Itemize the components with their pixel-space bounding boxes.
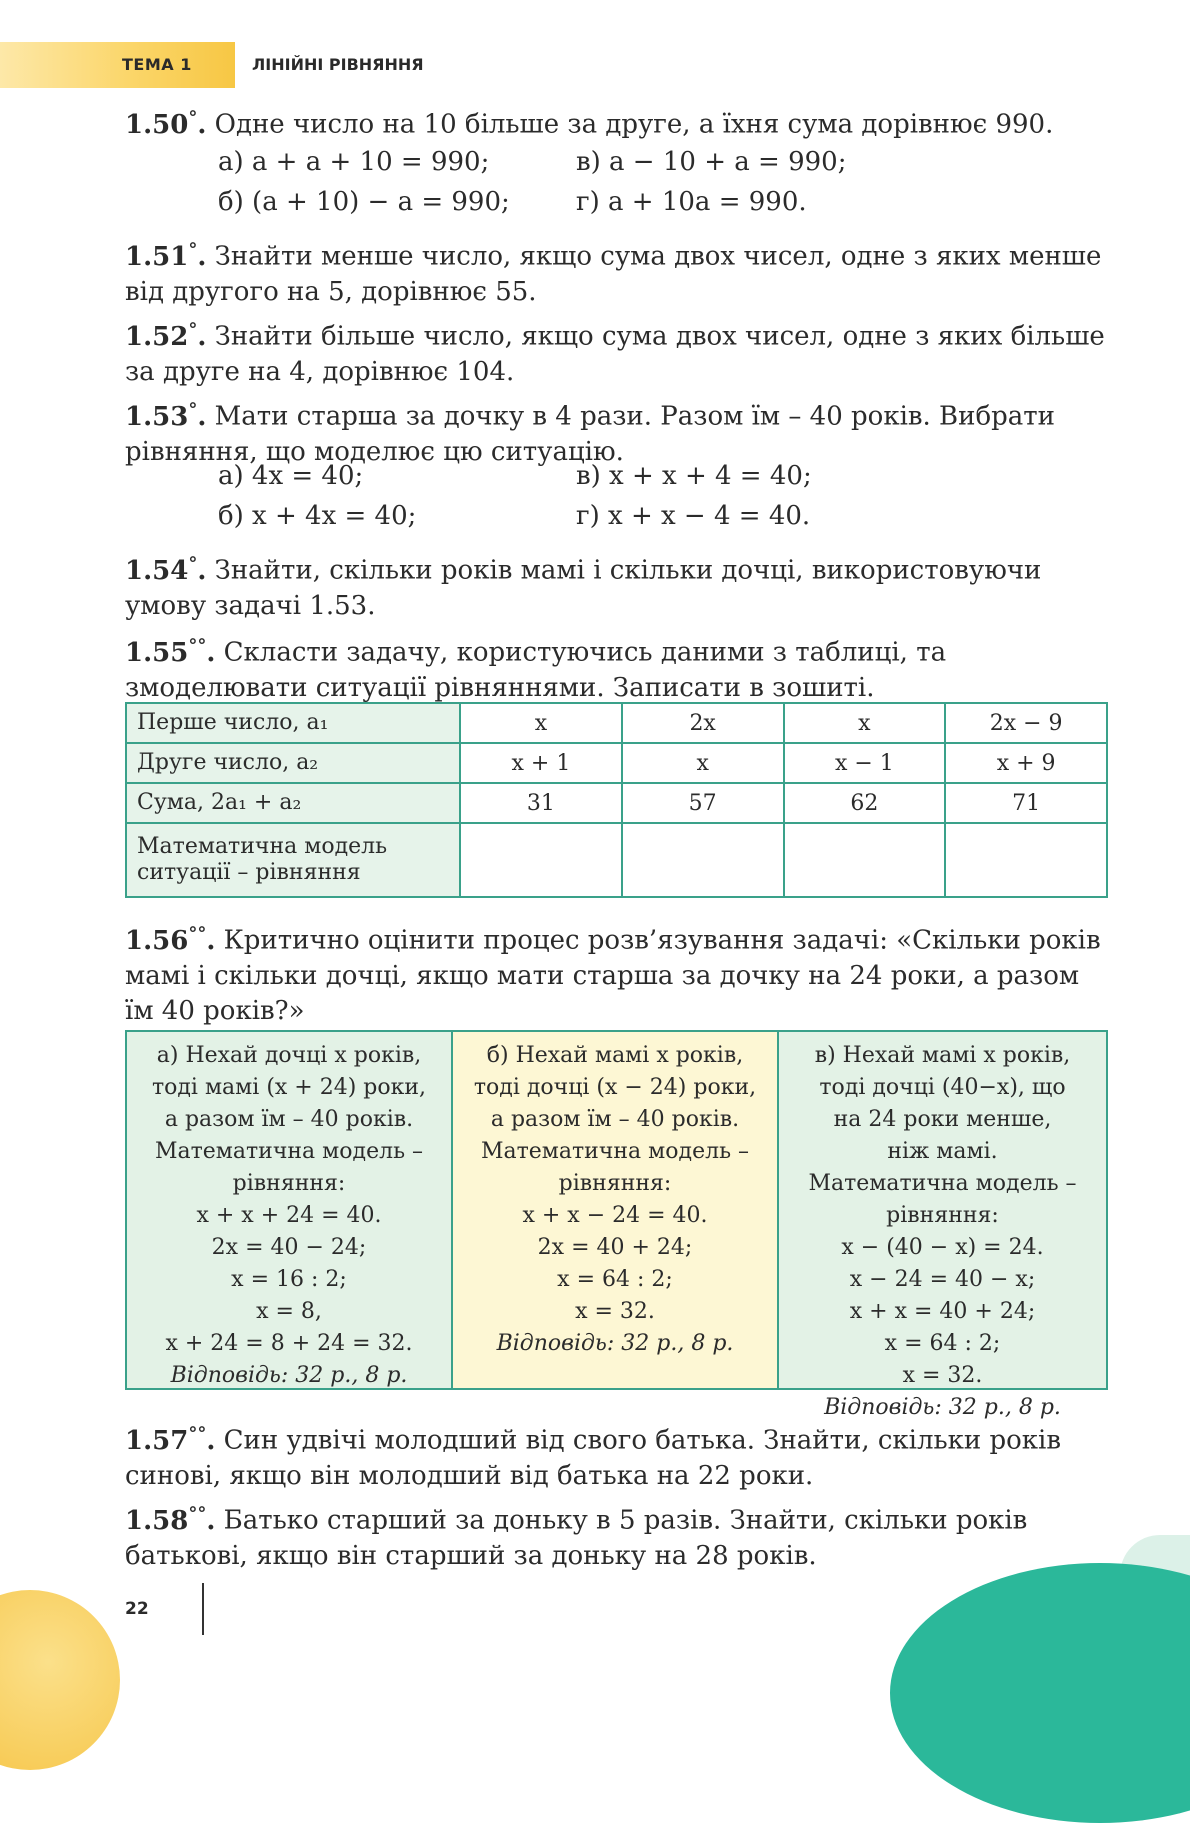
header-tab — [0, 42, 235, 88]
problem-text: Скласти задачу, користуючись даними з таблиці, та змоделювати ситуації рівняннями. Записати в зошиті. — [125, 637, 947, 703]
problem-number: 1.51°. — [125, 239, 207, 272]
problem-1-58 — [125, 1496, 1105, 1574]
solution-line: а) Нехай дочці x років, — [156, 1043, 422, 1068]
problem-number: 1.57°°. — [125, 1423, 216, 1456]
decor-corner-left — [0, 1590, 120, 1770]
table-cell: 2x − 9 — [945, 703, 1107, 743]
solution-line: x + x − 24 = 40. — [522, 1203, 708, 1228]
solution-answer: Відповідь: 32 р., 8 р. — [824, 1395, 1061, 1420]
table-cell: 2x — [622, 703, 784, 743]
problem-number: 1.55°°. — [125, 635, 216, 668]
problem-text: Критично оцінити процес розв’язування задачі: «Скільки років мамі і скільки дочці, якщо мати старша за дочку на 24 роки, а разом їм 40 років?» — [125, 925, 1101, 1026]
table-cell — [784, 823, 946, 897]
solution-line: x − 24 = 40 − x; — [849, 1267, 1036, 1292]
table-row — [126, 823, 1107, 897]
solution-line: а разом їм – 40 років. — [164, 1107, 414, 1132]
problem-text: Батько старший за доньку в 5 разів. Знайти, скільки років батькові, якщо він старший за доньку на 28 років. — [125, 1505, 1028, 1571]
option-v: в) a − 10 + a = 990; — [576, 147, 847, 177]
problem-number: 1.54°. — [125, 553, 207, 586]
table-row — [126, 743, 1107, 783]
option-a: а) a + a + 10 = 990; — [218, 147, 490, 177]
problem-1-57 — [125, 1416, 1105, 1494]
problem-number: 1.58°°. — [125, 1503, 216, 1536]
solution-boxes — [125, 1030, 1108, 1420]
solution-line: тоді дочці (40−x), що — [819, 1075, 1066, 1100]
problem-1-50 — [125, 100, 1105, 143]
solution-line: x = 32. — [902, 1363, 983, 1388]
solution-line: x + 24 = 8 + 24 = 32. — [165, 1331, 413, 1356]
problem-text: Знайти більше число, якщо сума двох чисел, одне з яких більше за друге на 4, дорівнює 104. — [125, 321, 1105, 387]
table-row-label: Сума, 2a₁ + a₂ — [126, 783, 460, 823]
solution-line: x + x = 40 + 24; — [849, 1299, 1036, 1324]
theme-label: ТЕМА 1 — [122, 55, 192, 74]
solution-line: тоді дочці (x − 24) роки, — [473, 1075, 757, 1100]
solution-line: в) Нехай мамі x років, — [814, 1043, 1071, 1068]
table-cell: 62 — [784, 783, 946, 823]
solution-line: а разом їм – 40 років. — [490, 1107, 740, 1132]
solution-line: рівняння: — [558, 1171, 672, 1196]
solution-b — [453, 1032, 779, 1388]
decor-corner-right-teal — [890, 1563, 1190, 1823]
solution-line: Математична модель – — [480, 1139, 750, 1164]
problem-1-51 — [125, 232, 1105, 310]
solution-line: x = 16 : 2; — [231, 1267, 347, 1292]
solution-line: x = 64 : 2; — [557, 1267, 673, 1292]
table-cell — [622, 823, 784, 897]
problem-number: 1.53°. — [125, 399, 207, 432]
table-cell: x − 1 — [784, 743, 946, 783]
problem-1-56 — [125, 916, 1105, 1029]
solution-line: x + x + 24 = 40. — [196, 1203, 382, 1228]
table-cell — [460, 823, 622, 897]
table-row-label: Друге число, a₂ — [126, 743, 460, 783]
solution-line: x = 8, — [256, 1299, 322, 1324]
solution-line: Математична модель – — [154, 1139, 424, 1164]
problem-1-54 — [125, 546, 1105, 624]
data-table — [125, 702, 1108, 898]
problem-text: Знайти менше число, якщо сума двох чисел, одне з яких менше від другого на 5, дорівнює 55. — [125, 241, 1102, 307]
table-row — [126, 703, 1107, 743]
table-cell: 71 — [945, 783, 1107, 823]
solution-line: x = 64 : 2; — [884, 1331, 1001, 1356]
solution-line: ніж мамі. — [887, 1139, 998, 1164]
table-cell: 31 — [460, 783, 622, 823]
solution-line: рівняння: — [886, 1203, 999, 1228]
options-1-53 — [218, 456, 918, 536]
problem-text: Одне число на 10 більше за друге, а їхня сума дорівнює 990. — [214, 109, 1054, 140]
solution-answer: Відповідь: 32 р., 8 р. — [496, 1331, 734, 1356]
solution-line: тоді мамі (x + 24) роки, — [151, 1075, 427, 1100]
option-g: г) x + x − 4 = 40. — [576, 501, 811, 531]
table-cell: x + 9 — [945, 743, 1107, 783]
problem-1-55 — [125, 628, 1105, 706]
problem-number: 1.56°°. — [125, 923, 216, 956]
option-a: а) 4x = 40; — [218, 461, 364, 491]
section-title: ЛІНІЙНІ РІВНЯННЯ — [252, 55, 424, 74]
solution-line: x = 32. — [575, 1299, 655, 1324]
problem-text: Мати старша за дочку в 4 рази. Разом їм – 40 років. Вибрати рівняння, що моделює цю ситуацію. — [125, 401, 1055, 467]
page-number: 22 — [125, 1599, 149, 1619]
solution-line: рівняння: — [232, 1171, 346, 1196]
option-b: б) (a + 10) − a = 990; — [218, 187, 510, 217]
solution-line: 2x = 40 − 24; — [211, 1235, 367, 1260]
options-1-50 — [218, 142, 918, 222]
table-cell: x — [784, 703, 946, 743]
solution-line: Математична модель – — [808, 1171, 1077, 1196]
table-cell: x — [460, 703, 622, 743]
problem-text: Знайти, скільки років мамі і скільки дочці, використовуючи умову задачі 1.53. — [125, 555, 1042, 621]
table-row — [126, 783, 1107, 823]
footer-divider — [202, 1583, 204, 1635]
solution-answer: Відповідь: 32 р., 8 р. — [170, 1363, 408, 1388]
solution-a — [127, 1032, 453, 1388]
table-cell: x — [622, 743, 784, 783]
option-v: в) x + x + 4 = 40; — [576, 461, 812, 491]
solution-line: б) Нехай мамі x років, — [486, 1043, 744, 1068]
solution-line: на 24 роки менше, — [833, 1107, 1052, 1132]
table-cell: 57 — [622, 783, 784, 823]
problem-1-52 — [125, 312, 1105, 390]
problem-number: 1.52°. — [125, 319, 207, 352]
table-row-label: Математична модель ситуації – рівняння — [126, 823, 460, 897]
solution-line: x − (40 − x) = 24. — [841, 1235, 1044, 1260]
option-g: г) a + 10a = 990. — [576, 187, 807, 217]
solution-line: 2x = 40 + 24; — [537, 1235, 693, 1260]
table-cell — [945, 823, 1107, 897]
option-b: б) x + 4x = 40; — [218, 501, 417, 531]
problem-text: Син удвічі молодший від свого батька. Знайти, скільки років синові, якщо він молодший від батька на 22 роки. — [125, 1425, 1061, 1491]
problem-number: 1.50°. — [125, 107, 207, 140]
solution-v — [779, 1032, 1106, 1420]
table-row-label: Перше число, a₁ — [126, 703, 460, 743]
table-cell: x + 1 — [460, 743, 622, 783]
